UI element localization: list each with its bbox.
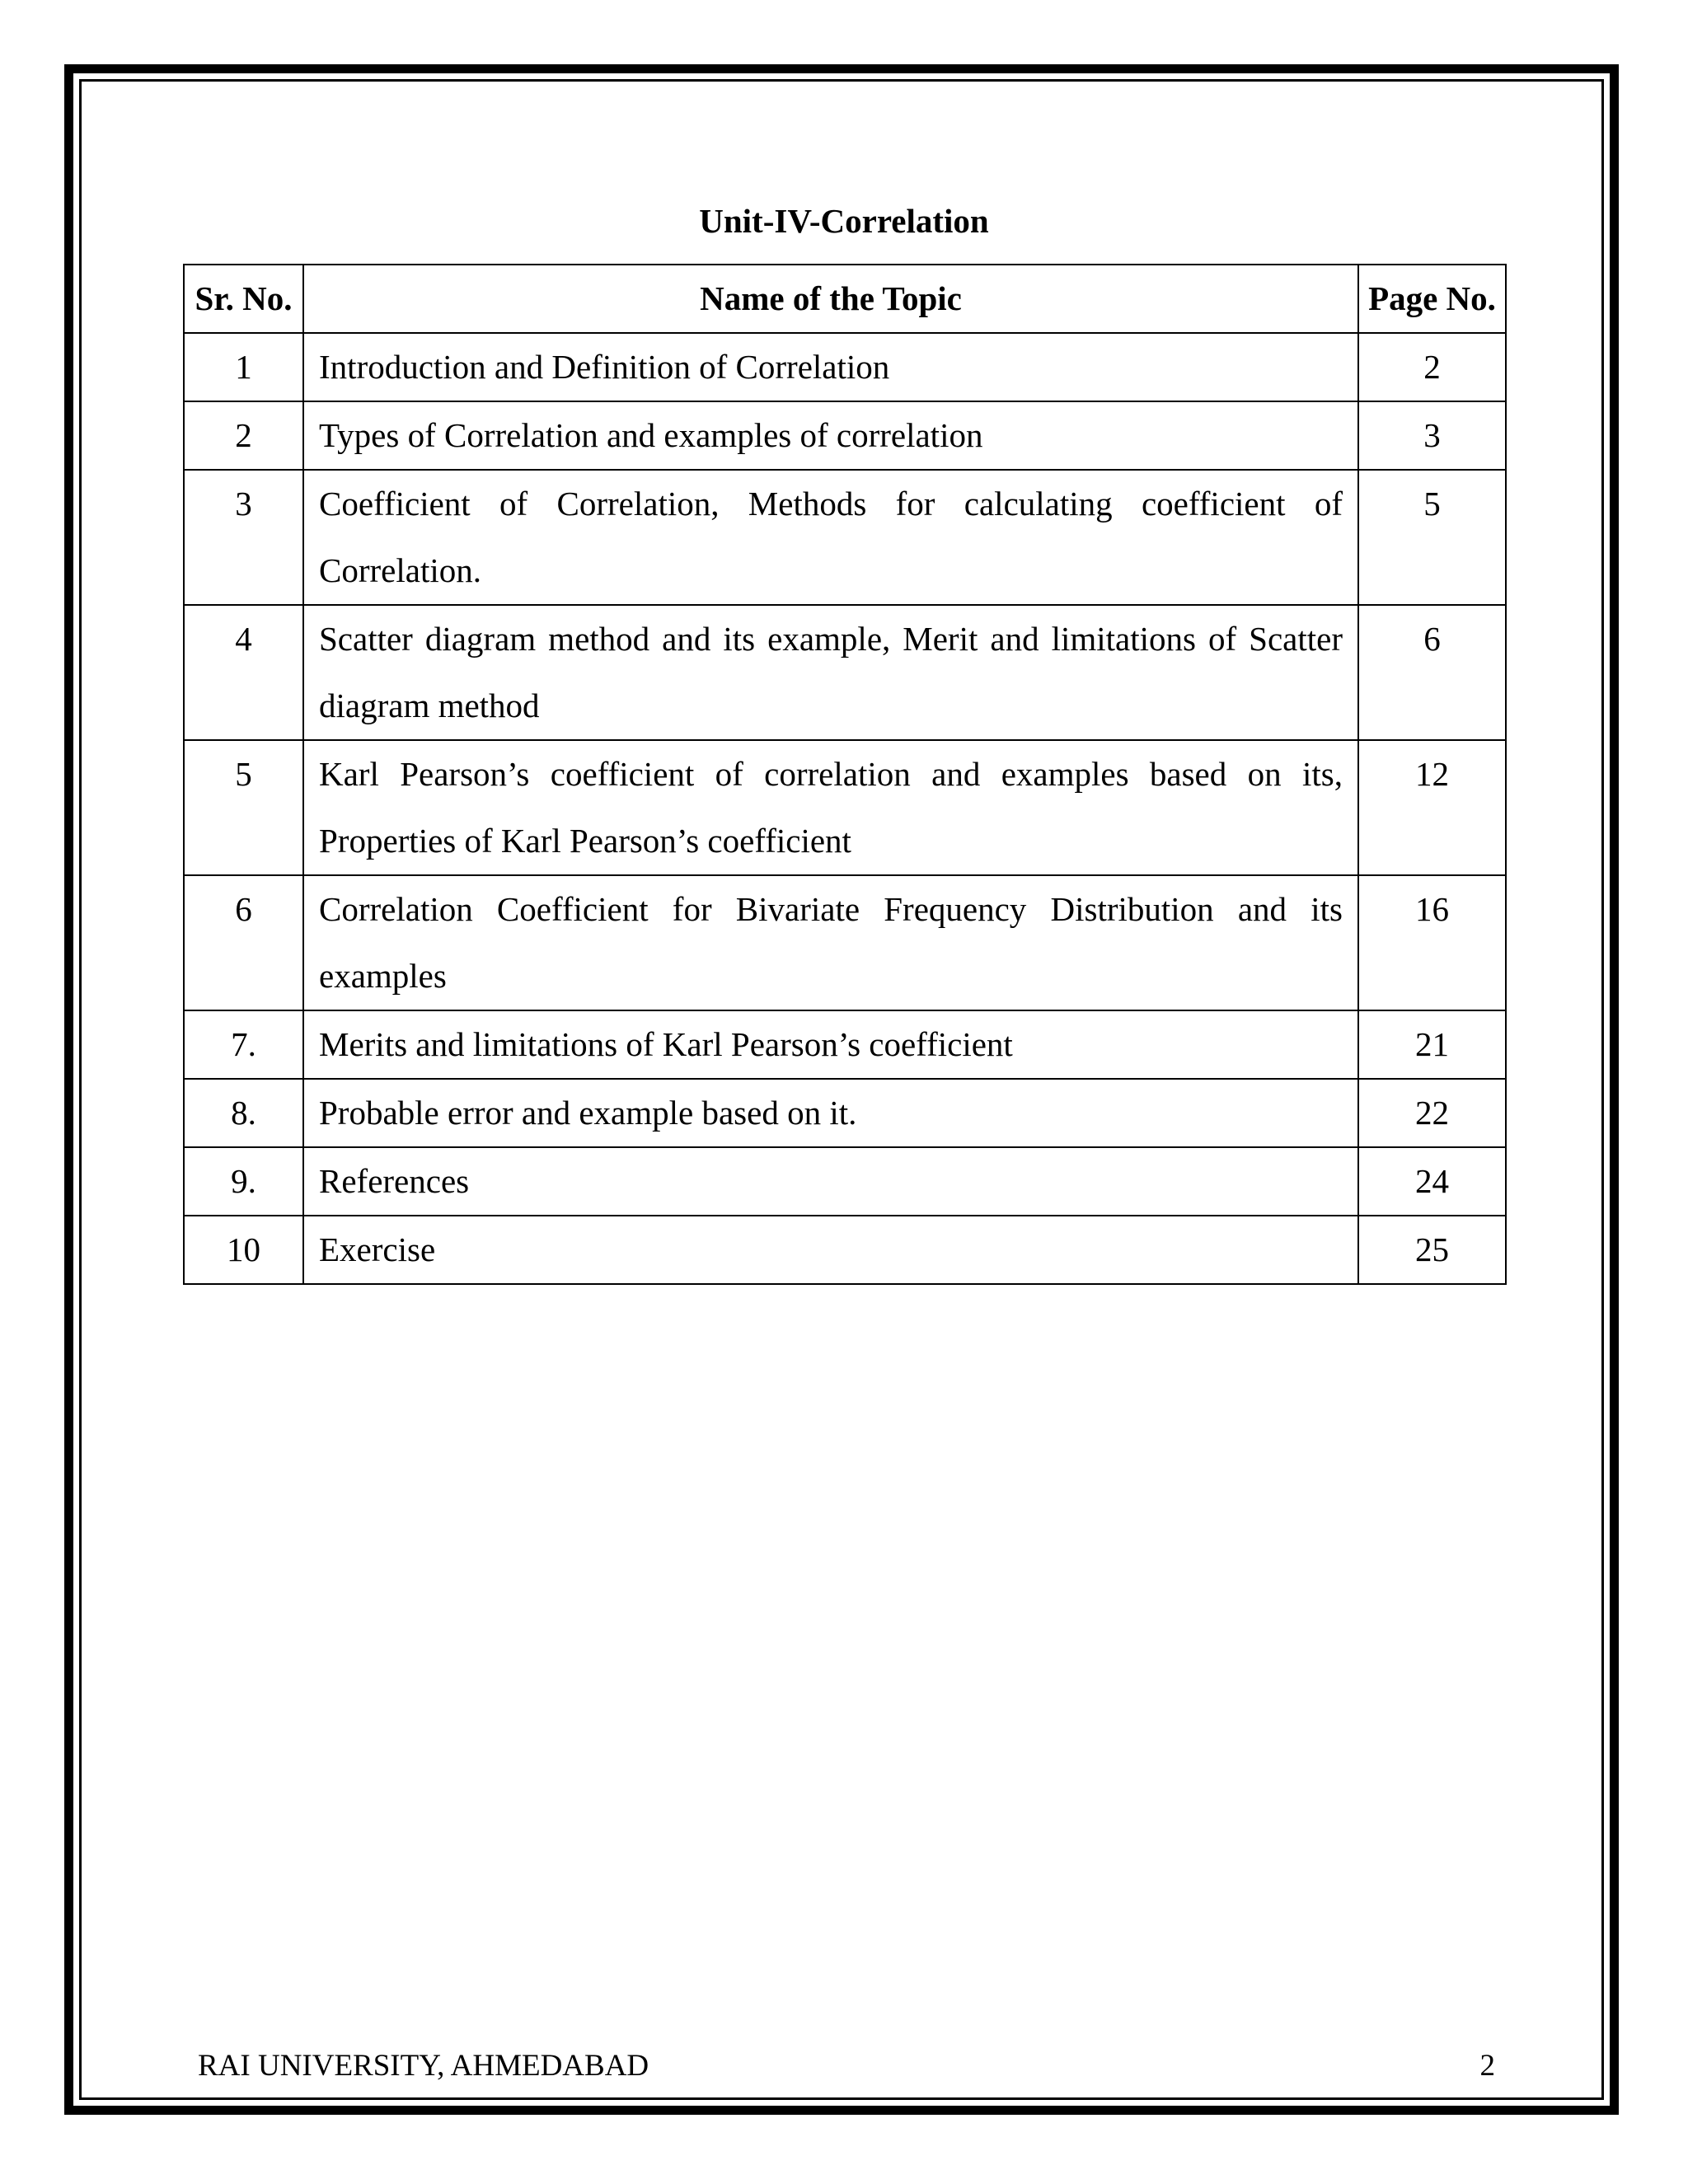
- header-topic-name: Name of the Topic: [303, 265, 1358, 333]
- table-row: [184, 1216, 1506, 1284]
- row-sr-no: 6: [184, 875, 303, 1010]
- row-sr-no: 5: [184, 740, 303, 875]
- row-page-no: 12: [1358, 740, 1506, 875]
- table-header-row: [184, 265, 1506, 333]
- table-row: [184, 1010, 1506, 1079]
- table-row: [184, 740, 1506, 875]
- row-page-no: 16: [1358, 875, 1506, 1010]
- row-page-no: 24: [1358, 1147, 1506, 1216]
- row-page-no: 25: [1358, 1216, 1506, 1284]
- row-topic: Probable error and example based on it.: [303, 1079, 1358, 1147]
- row-topic: Scatter diagram method and its example, Merit and limitations of Scatter diagram method: [303, 605, 1358, 740]
- row-sr-no: 8.: [184, 1079, 303, 1147]
- table-row: [184, 1147, 1506, 1216]
- row-topic: Introduction and Definition of Correlation: [303, 333, 1358, 401]
- row-sr-no: 2: [184, 401, 303, 470]
- row-sr-no: 3: [184, 470, 303, 605]
- row-page-no: 5: [1358, 470, 1506, 605]
- row-topic: Karl Pearson’s coefficient of correlation and examples based on its, Properties of Karl Pearson’s coefficient: [303, 740, 1358, 875]
- table-row: [184, 401, 1506, 470]
- row-sr-no: 7.: [184, 1010, 303, 1079]
- row-page-no: 22: [1358, 1079, 1506, 1147]
- footer-institution: RAI UNIVERSITY, AHMEDABAD: [198, 2049, 649, 2083]
- row-topic: Exercise: [303, 1216, 1358, 1284]
- footer-page-number: 2: [1479, 2049, 1495, 2083]
- row-page-no: 3: [1358, 401, 1506, 470]
- table-row: [184, 875, 1506, 1010]
- row-page-no: 21: [1358, 1010, 1506, 1079]
- page-title: Unit-IV-Correlation: [699, 202, 989, 240]
- row-topic: Merits and limitations of Karl Pearson’s coefficient: [303, 1010, 1358, 1079]
- table-row: [184, 605, 1506, 740]
- table-row: [184, 470, 1506, 605]
- row-topic: References: [303, 1147, 1358, 1216]
- table-row: [184, 1079, 1506, 1147]
- row-sr-no: 4: [184, 605, 303, 740]
- row-page-no: 2: [1358, 333, 1506, 401]
- row-topic: Types of Correlation and examples of correlation: [303, 401, 1358, 470]
- row-topic: Coefficient of Correlation, Methods for calculating coefficient of Correlation.: [303, 470, 1358, 605]
- contents-table: [183, 264, 1507, 1285]
- row-sr-no: 10: [184, 1216, 303, 1284]
- row-sr-no: 1: [184, 333, 303, 401]
- row-sr-no: 9.: [184, 1147, 303, 1216]
- table-row: [184, 333, 1506, 401]
- row-topic: Correlation Coefficient for Bivariate Frequency Distribution and its examples: [303, 875, 1358, 1010]
- header-page-no: Page No.: [1358, 265, 1506, 333]
- row-page-no: 6: [1358, 605, 1506, 740]
- header-sr-no: Sr. No.: [184, 265, 303, 333]
